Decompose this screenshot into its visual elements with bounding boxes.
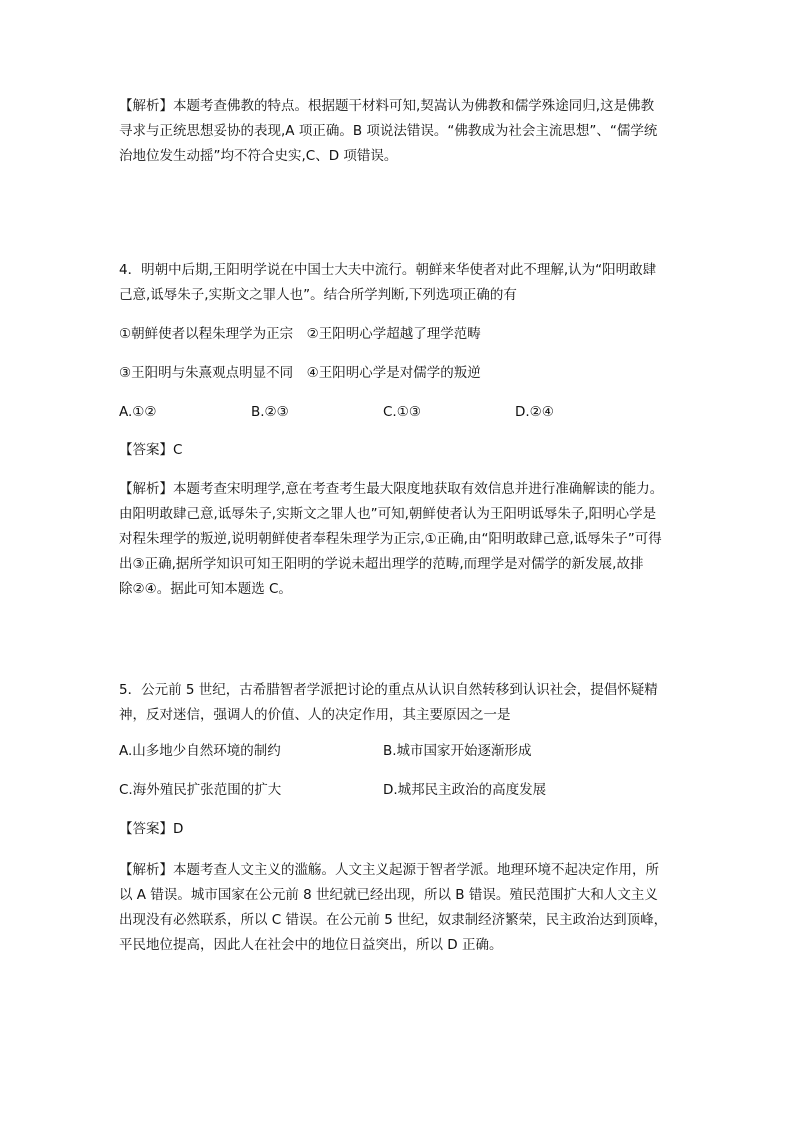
question-5-option-b: B.城市国家开始逐渐形成 (383, 743, 532, 759)
question-4-statements-1: ①朝鲜使者以程朱理学为正宗 ②王阳明心学超越了理学范畴 (119, 326, 481, 342)
analysis-5-line-4: 平民地位提高，因此人在社会中的地位日益突出，所以 D 正确。 (119, 937, 503, 953)
question-4-option-a: A.①② (119, 404, 157, 420)
question-5-option-c: C.海外殖民扩张范围的扩大 (119, 782, 282, 798)
question-4-option-c: C.①③ (383, 404, 421, 420)
analysis-5-line-3: 出现没有必然联系，所以 C 错误。在公元前 5 世纪，奴隶制经济繁荣，民主政治达到顶峰， (119, 912, 668, 928)
analysis-5-line-1: 【解析】本题考查人文主义的滥觞。人文主义起源于智者学派。地理环境不起决定作用，所 (119, 862, 659, 878)
question-4-answer: 【答案】C (119, 442, 183, 458)
question-4-option-b: B.②③ (251, 404, 289, 420)
analysis-4-line-1: 【解析】本题考查宋明理学,意在考查考生最大限度地获取有效信息并进行准确解读的能力。 (119, 481, 664, 497)
question-4-line-2: 己意,诋辱朱子,实斯文之罪人也”。结合所学判断,下列选项正确的有 (119, 287, 517, 303)
question-5-line-1: 5．公元前 5 世纪，古希腊智者学派把讨论的重点从认识自然转移到认识社会，提倡怀疑精 (119, 682, 658, 698)
question-5-answer: 【答案】D (119, 821, 184, 837)
question-5-line-2: 神，反对迷信，强调人的价值、人的决定作用，其主要原因之一是 (119, 707, 511, 723)
analysis-3-line-2: 寻求与正统思想妥协的表现,A 项正确。B 项说法错误。“佛教成为社会主流思想”、“儒学统 (119, 123, 658, 139)
question-4-option-d: D.②④ (515, 404, 554, 420)
analysis-4-line-2: 由阳明敢肆己意,诋辱朱子,实斯文之罪人也”可知,朝鲜使者认为王阳明诋辱朱子,阳明心学是 (119, 506, 657, 522)
analysis-4-line-3: 对程朱理学的叛逆,说明朝鲜使者奉程朱理学为正宗,①正确,由“阳明敢肆己意,诋辱朱子”可得 (119, 531, 662, 547)
analysis-4-line-4: 出③正确,据所学知识可知王阳明的学说未超出理学的范畴,而理学是对儒学的新发展,故排 (119, 556, 644, 572)
question-4-line-1: 4．明朝中后期,王阳明学说在中国士大夫中流行。朝鲜来华使者对此不理解,认为“阳明敢肆 (119, 262, 657, 278)
analysis-3-line-3: 治地位发生动摇”均不符合史实,C、D 项错误。 (119, 148, 398, 164)
question-5-option-a: A.山多地少自然环境的制约 (119, 743, 281, 759)
question-4-statements-2: ③王阳明与朱熹观点明显不同 ④王阳明心学是对儒学的叛逆 (119, 365, 481, 381)
analysis-4-line-5: 除②④。据此可知本题选 C。 (119, 581, 292, 597)
question-5-option-d: D.城邦民主政治的高度发展 (383, 782, 547, 798)
analysis-5-line-2: 以 A 错误。城市国家在公元前 8 世纪就已经出现，所以 B 错误。殖民范围扩大和人文主义 (119, 887, 658, 903)
analysis-3-line-1: 【解析】本题考查佛教的特点。根据题干材料可知,契嵩认为佛教和儒学殊途同归,这是佛教 (119, 98, 655, 114)
